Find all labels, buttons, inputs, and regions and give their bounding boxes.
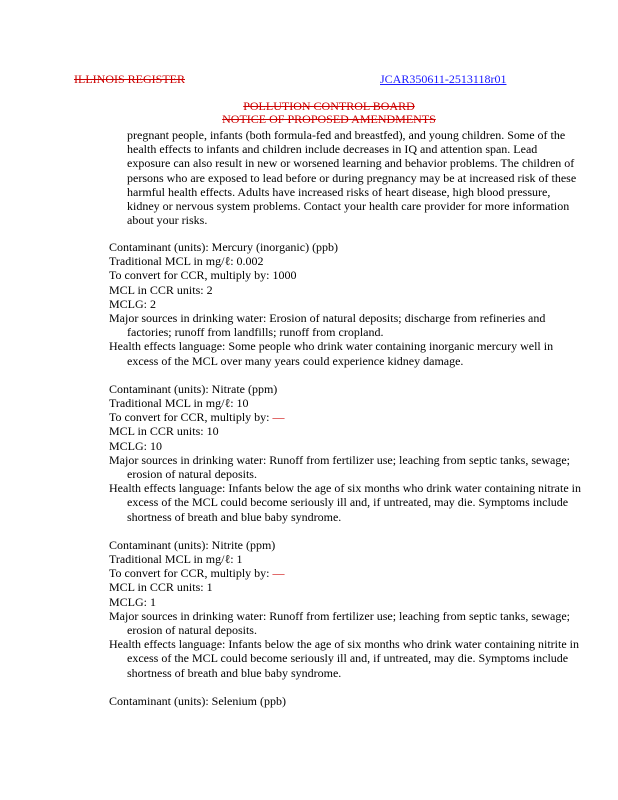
contaminant-units: Contaminant (units): Mercury (inorganic) (ppb) xyxy=(109,240,339,254)
notice-title xyxy=(0,100,618,126)
traditional-mcl: Traditional MCL in mg/ℓ: 0.002 xyxy=(109,254,264,269)
mclg: MCLG: 10 xyxy=(109,438,163,453)
traditional-mcl: Traditional MCL in mg/ℓ: 10 xyxy=(109,396,249,411)
mcl-ccr-units: MCL in CCR units: 10 xyxy=(109,424,219,439)
mcl-ccr-units: MCL in CCR units: 1 xyxy=(109,580,213,595)
contaminant-list xyxy=(109,240,584,708)
register-header: ILLINOIS REGISTER xyxy=(74,72,185,86)
health-effects: Health effects language: Some people who drink water containing inorganic mercury well in excess of the MCL over many years could experience kidney damage. xyxy=(109,339,554,368)
conversion-label: To convert for CCR, multiply by: xyxy=(109,268,270,283)
conversion-label: To convert for CCR, multiply by: xyxy=(109,410,270,425)
contaminant-units: Contaminant (units): Nitrate (ppm) xyxy=(109,381,278,396)
mclg: MCLG: 1 xyxy=(109,594,157,609)
health-effects: Health effects language: Infants below the age of six months who drink water containing nitrite in excess of the MCL could become seriously ill and, if untreated, may die. Symptoms include shortness of breath and blue baby syndrome. xyxy=(109,637,579,680)
board-name: POLLUTION CONTROL BOARD xyxy=(243,99,415,113)
ccr-conversion xyxy=(109,268,584,282)
major-sources: Major sources in drinking water: Erosion of natural deposits; discharge from refineries and factories; runoff from landfills; runoff from cropland. xyxy=(109,311,546,340)
jcar-code-link[interactable]: JCAR350611-2513118r01 xyxy=(380,72,507,86)
conversion-value: — xyxy=(272,566,285,581)
lead-health-effects-continuation: pregnant people, infants (both formula-fed and breastfed), and young children. Some of the health effects to infants and children include decreases in IQ and attention span. Lead exposure can also result in new or worsened learning and behavior problems. The children of persons who are exposed to lead before or during pregnancy may be at increased risk of these harmful health effects. Adults have increased risks of heart disease, high blood pressure, kidney or nervous system problems. Contact your health care provider for more information about your risks. xyxy=(127,128,577,228)
conversion-label: To convert for CCR, multiply by: xyxy=(109,566,270,581)
major-sources: Major sources in drinking water: Runoff from fertilizer use; leaching from septic tanks, sewage; erosion of natural deposits. xyxy=(109,608,570,638)
ccr-conversion xyxy=(109,566,584,580)
contaminant-entry-nitrate xyxy=(109,382,584,524)
conversion-value: 1000 xyxy=(272,268,297,283)
health-effects: Health effects language: Infants below the age of six months who drink water containing nitrate in excess of the MCL could become seriously ill and, if untreated, may die. Symptoms include shortness of breath and blue baby syndrome. xyxy=(109,481,581,524)
ccr-conversion xyxy=(109,410,584,424)
major-sources: Major sources in drinking water: Runoff from fertilizer use; leaching from septic tanks, sewage; erosion of natural deposits. xyxy=(109,452,570,482)
notice-heading: NOTICE OF PROPOSED AMENDMENTS xyxy=(222,112,436,126)
conversion-value: — xyxy=(272,410,285,425)
mclg: MCLG: 2 xyxy=(109,296,157,311)
traditional-mcl: Traditional MCL in mg/ℓ: 1 xyxy=(109,552,243,567)
contaminant-entry-selenium: Contaminant (units): Selenium (ppb) xyxy=(109,693,286,708)
contaminant-entry-mercury xyxy=(109,240,584,368)
mcl-ccr-units: MCL in CCR units: 2 xyxy=(109,282,213,297)
contaminant-units: Contaminant (units): Nitrite (ppm) xyxy=(109,537,276,552)
contaminant-entry-nitrite xyxy=(109,538,584,680)
